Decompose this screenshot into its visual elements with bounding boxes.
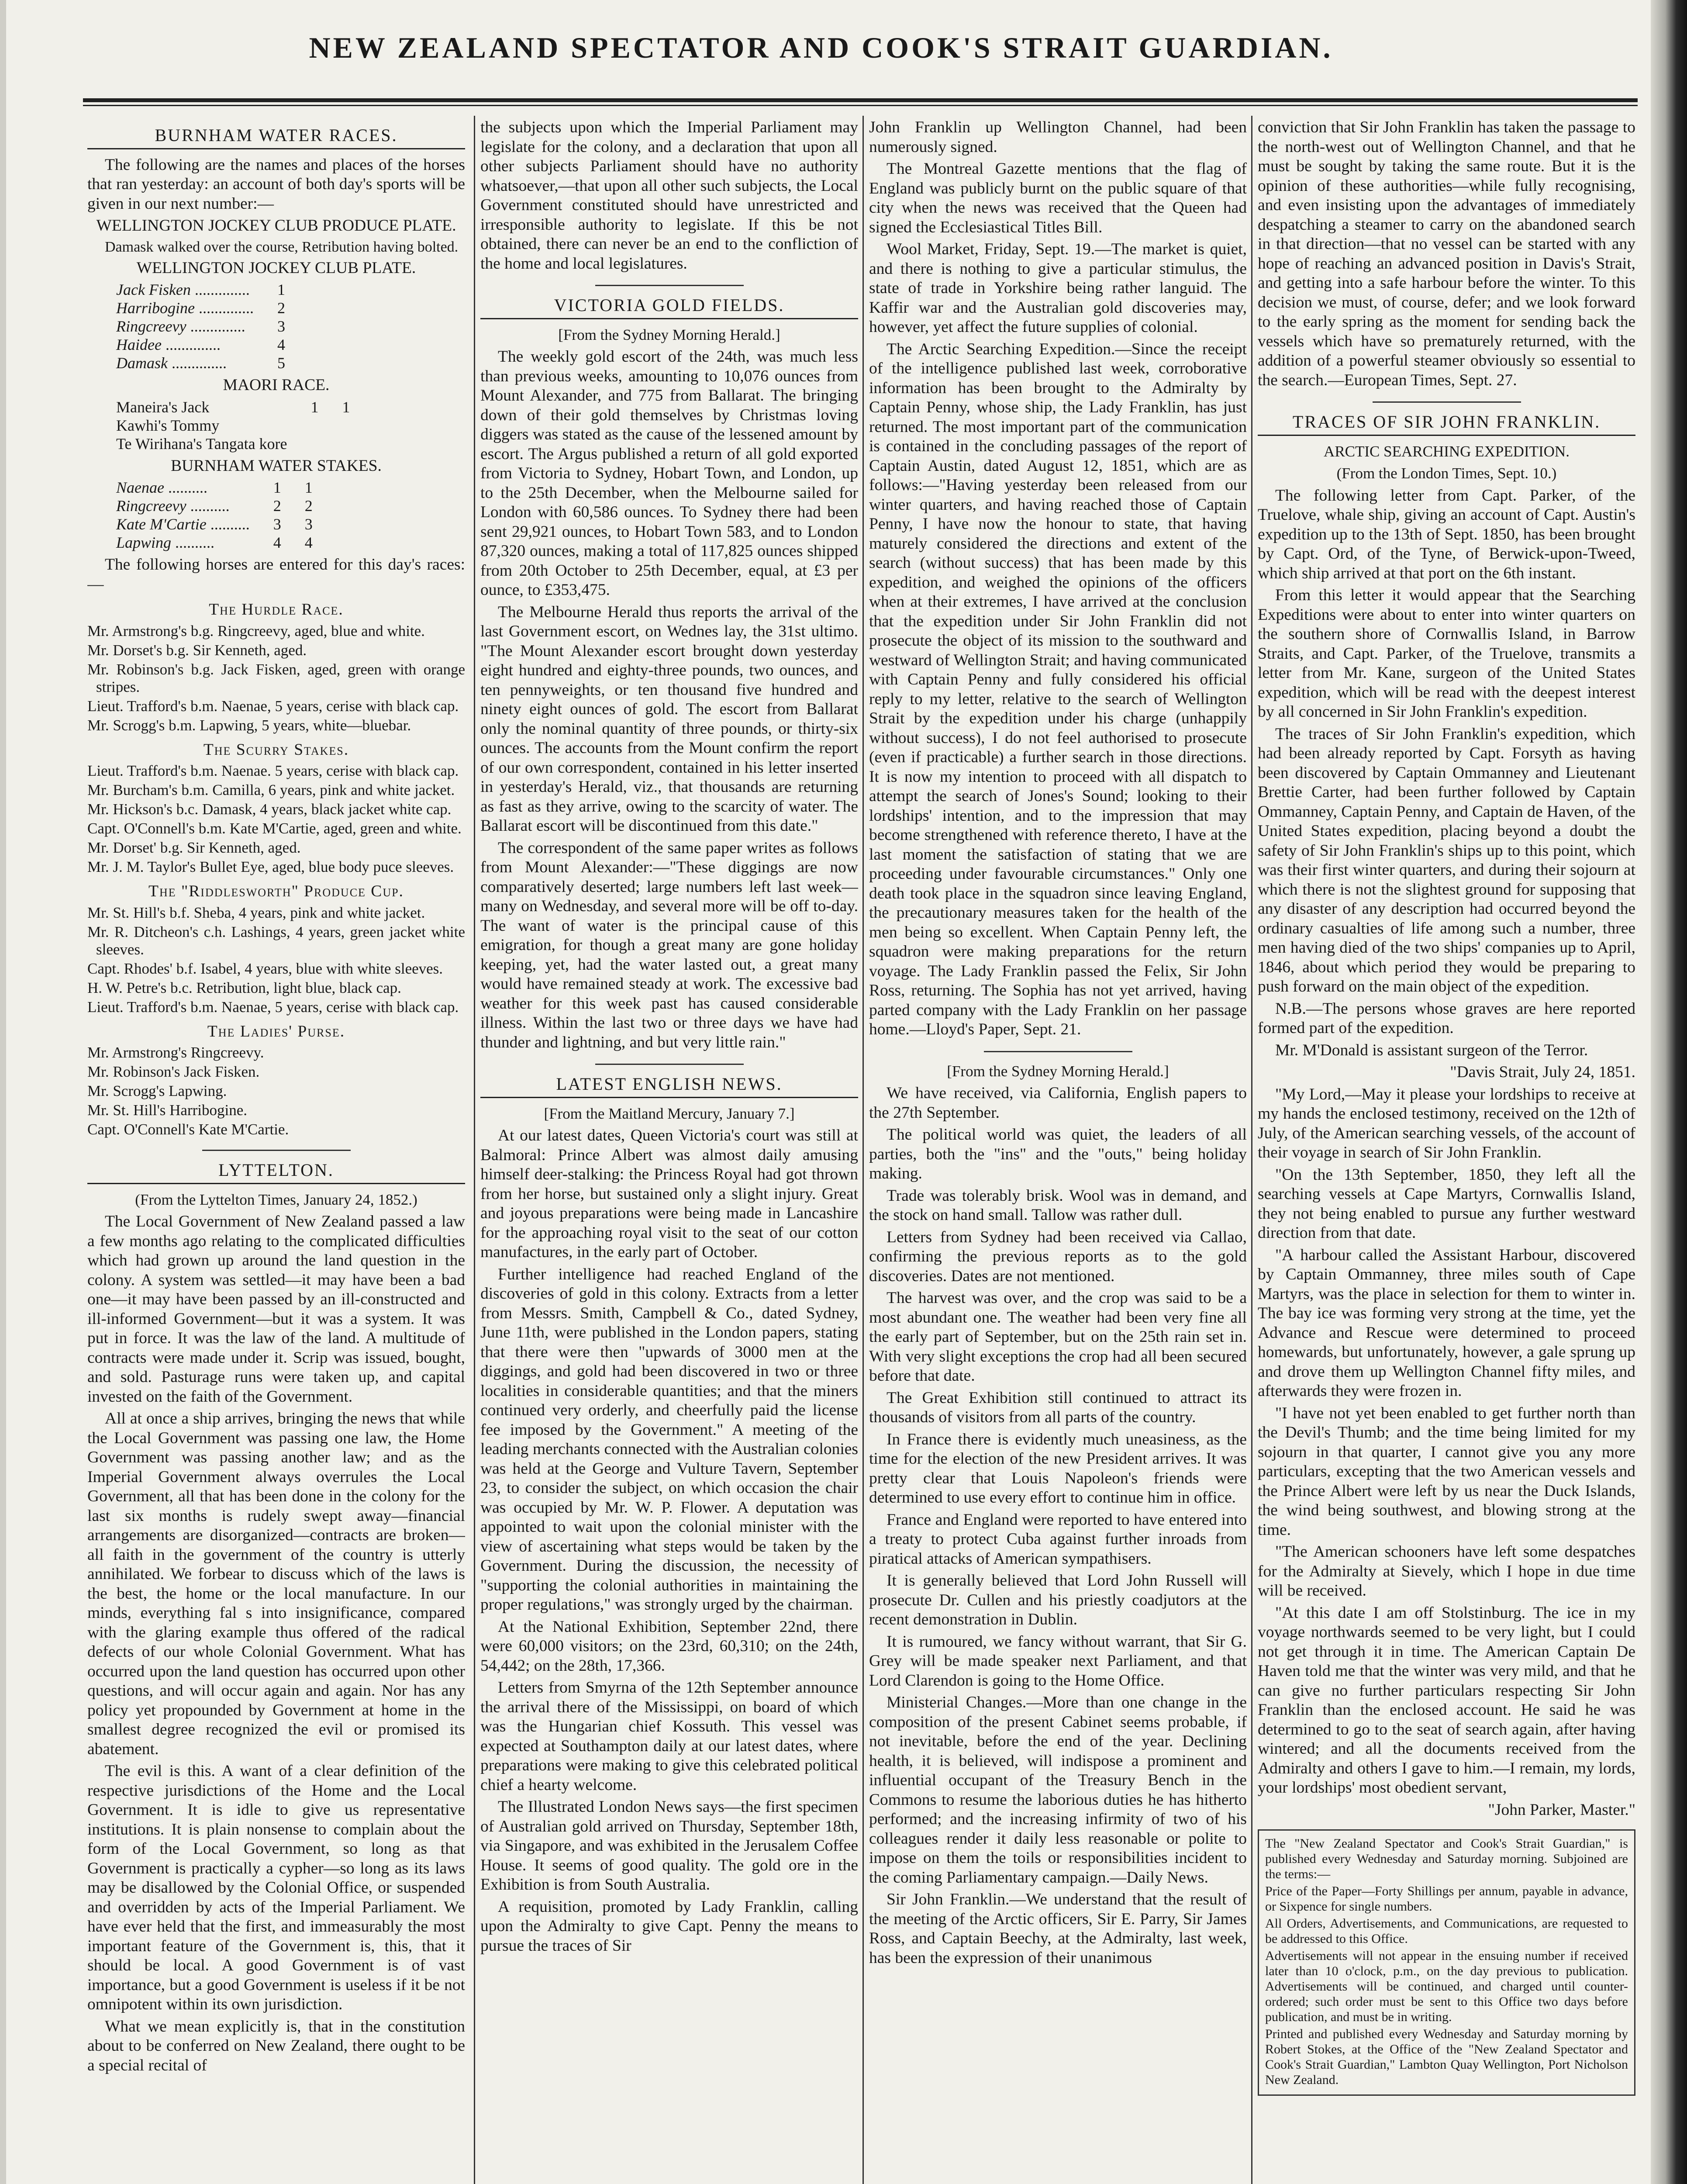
- result-row: Haidee .............. 4: [116, 336, 285, 353]
- result-row: Kawhi's Tommy: [116, 416, 220, 434]
- article-paragraph: Wool Market, Friday, Sept. 19.—The market is quiet, and there is nothing to give a particular stimulus, the state of trade in Yorkshire being rather languid. The Kaffir war and the Australian gold discoveries may, however, yet affect the future supplies of colonial.: [869, 240, 1247, 336]
- lyttelton-heading: LYTTELTON.: [87, 1161, 465, 1184]
- race-entry: Capt. O'Connell's b.m. Kate M'Cartie, aged, green and white.: [87, 820, 462, 837]
- lyttelton-source: (From the Lyttelton Times, January 24, 1852.): [135, 1191, 417, 1208]
- english-news-heading: LATEST ENGLISH NEWS.: [480, 1075, 858, 1098]
- article-paragraph: What we mean explicitly is, that in the constitution about to be conferred on New Zealand, there ought to be a special recital of: [87, 2017, 465, 2074]
- race-entry: Mr. Scrogg's b.m. Lapwing, 5 years, white—bluebar.: [87, 716, 411, 734]
- race-entry: Lieut. Trafford's b.m. Naenae. 5 years, cerise with black cap.: [87, 762, 459, 779]
- column-separator: [862, 116, 864, 2184]
- riddlesworth-title: The "Riddlesworth" Produce Cup.: [148, 882, 404, 900]
- stakes-title: BURNHAM WATER STAKES.: [171, 456, 382, 475]
- section-rule: [595, 285, 744, 286]
- article-paragraph: We have received, via California, English papers to the 27th September.: [869, 1084, 1247, 1122]
- publication-notice: [1258, 1829, 1635, 2096]
- result-row: Naenae .......... 1 1: [116, 479, 313, 496]
- article-paragraph: The weekly gold escort of the 24th, was much less than previous weeks, amounting to 10,076 ounces from Mount Alexander, and 775 from Ballarat. The bringing down of their gold themselves by Christmas loving diggers was stated as the cause of the lessened amount by escort. The Argus published a return of all gold exported from Victoria to Sydney, Hobart Town, and London, up to the 25th December, when the Melbourne sailed for London with 60,586 ounces. To Sydney there had been sent 29,921 ounces, to Hobart Town 583, and to London 87,320 ounces, making a total of 117,825 ounces shipped from 20th October to 25th December, equal, at £3 per ounce, to £353,475.: [480, 348, 858, 599]
- letter-paragraph: "I have not yet been enabled to get further north than the Devil's Thumb; and the time being limited for my sojourn in that quarter, I cannot give you any more particulars, excepting that the two American vessels and the Prince Albert were left by us near the Duck Islands, the wind being southwest, and blowing strong at the time.: [1258, 1404, 1635, 1539]
- club-plate-title: WELLINGTON JOCKEY CLUB PLATE.: [136, 259, 416, 277]
- article-paragraph: From this letter it would appear that the Searching Expeditions were about to enter into winter quarters on the southern shore of Cornwallis Island, in Barrow Straits, and Capt. Parker, of the Truelove, transmits a letter from Mr. Kane, surgeon of the United States expedition, which will be read with the deepest interest by all concerned in Sir John Franklin's expedition.: [1258, 586, 1635, 721]
- race-entry: Capt. O'Connell's Kate M'Cartie.: [87, 1121, 289, 1138]
- maori-race-results: [114, 398, 353, 453]
- column-4: [1258, 118, 1635, 2184]
- article-paragraph: Sir John Franklin.—We understand that the result of the meeting of the Arctic officers, Sir E. Parry, Sir James Ross, and Captain Beechy, at the Admiralty, last week, has been the expression of their unanimous: [869, 1890, 1247, 1967]
- article-paragraph: The Montreal Gazette mentions that the flag of England was publicly burnt on the public square of that city when the news was received that the Queen had signed the Ecclesiastical Titles Bill.: [869, 160, 1247, 236]
- result-row: Ringcreevy .............. 3: [116, 318, 285, 335]
- article-paragraph: At the National Exhibition, September 22nd, there were 60,000 visitors; on the 23rd, 60,310; on the 24th, 54,442; on the 28th, 17,366.: [480, 1617, 858, 1675]
- article-paragraph: The Local Government of New Zealand passed a law a few months ago relating to the complicated difficulties which had grown up around the land question in the colony. A system was settled—it may have been a bad one—it may have been passed by an ill-constructed and ill-informed Government—but it was a system. It was put in force. It was the law of the land. A multitude of contracts were made under it. Scrip was issued, bought, and sold. Pasturage runs were taken up, and capital invested on the faith of the Government.: [87, 1213, 465, 1406]
- scurry-title: The Scurry Stakes.: [203, 740, 349, 759]
- race-entry: Capt. Rhodes' b.f. Isabel, 4 years, blue with white sleeves.: [87, 960, 443, 977]
- article-paragraph: Letters from Sydney had been received via Callao, confirming the previous reports as to the gold discoveries. Dates are not mentioned.: [869, 1228, 1247, 1285]
- article-paragraph: Letters from Smyrna of the 12th September announce the arrival there of the Mississippi, on board of which was the Hungarian chief Kossuth. This vessel was expected at Southampton daily at our latest dates, where preparations were making to give this celebrated political chief a hearty welcome.: [480, 1679, 858, 1794]
- article-paragraph: conviction that Sir John Franklin has taken the passage to the north-west out of Wellington Channel, and that he must be sought by taking the same route. But it is the opinion of these authorities—while fully recognising, and even insisting upon the advantages of immediately despatching a steamer to carry on the abandoned search in that direction—that no vessel can be started with any hope of reaching an advanced position in Davis's Strait, and getting into a safe harbour before the winter. To this decision we must, of course, defer; and we look forward to the early spring as the moment for sending back the vessels which have so prematurely returned, with the addition of a powerful steamer obviously so essential to the search.—European Times, Sept. 27.: [1258, 118, 1635, 389]
- race-entry: Mr. St. Hill's Harribogine.: [87, 1102, 248, 1119]
- races-heading: BURNHAM WATER RACES.: [87, 126, 465, 149]
- maori-race-title: MAORI RACE.: [223, 376, 330, 394]
- masthead-rule: [83, 98, 1638, 102]
- race-entry: Lieut. Trafford's b.m. Naenae, 5 years, cerise with black cap.: [87, 998, 459, 1016]
- letter-paragraph: "My Lord,—May it please your lordships to receive at my hands the enclosed testimony, received on the 12th of July, of the American searching vessels, of the account of their voyage in search of Sir John Franklin.: [1258, 1085, 1635, 1161]
- article-paragraph: The Melbourne Herald thus reports the arrival of the last Government escort, on Wednes lay, the 31st ultimo. "The Mount Alexander escort brought down yesterday eight hundred and eighty-three pounds, two ounces, and ten pennyweights, or ten thousand five hundred and ninety eight ounces of gold. The escort from Ballarat only the nominal quantity of three pounds, or thirty-six ounces. The accounts from the Mount confirm the report of our own correspondent, contained in his letter inserted in yesterday's Herald, viz., that thousands are returning as fast as they arrive, owing to the scarcity of water. The Ballarat escort will be discontinued from this date.": [480, 603, 858, 835]
- article-paragraph: John Franklin up Wellington Channel, had been numerously signed.: [869, 118, 1247, 156]
- result-row: Ringcreevy .......... 2 2: [116, 497, 313, 515]
- result-row: Damask .............. 5: [116, 354, 285, 372]
- column-separator: [474, 116, 475, 2184]
- herald-source: [From the Sydney Morning Herald.]: [947, 1062, 1169, 1080]
- letter-dateline: "Davis Strait, July 24, 1851.: [1450, 1063, 1635, 1081]
- letter-paragraph: "On the 13th September, 1850, they left all the searching vessels at Cape Martyrs, Cornwallis Island, they not being enabled to pursue any further westward direction from that date.: [1258, 1165, 1635, 1242]
- section-rule: [1373, 401, 1521, 403]
- franklin-heading: TRACES OF SIR JOHN FRANKLIN.: [1258, 412, 1635, 436]
- article-paragraph: The Great Exhibition still continued to attract its thousands of visitors from all parts of the country.: [869, 1389, 1247, 1426]
- article-paragraph: France and England were reported to have entered into a treaty to protect Cuba against further inroads from piratical attacks of American sympathisers.: [869, 1510, 1247, 1568]
- franklin-subheading: ARCTIC SEARCHING EXPEDITION.: [1324, 442, 1570, 460]
- notice-line: Advertisements will not appear in the ensuing number if received later than 10 o'clock, p.m., on the day previous to publication. Advertisements will be continued, and charged until counter-ordered; such order must be sent to this Office two days before publication, and must be in writing.: [1265, 1949, 1628, 2024]
- article-paragraph: The harvest was over, and the crop was said to be a most abundant one. The weather had been very fine all the early part of September, but on the 25th rain set in. With very slight exceptions the crop had all been secured before that date.: [869, 1289, 1247, 1385]
- race-entry: Mr. J. M. Taylor's Bullet Eye, aged, blue body puce sleeves.: [87, 858, 454, 875]
- article-paragraph: The Arctic Searching Expedition.—Since the receipt of the intelligence published last week, corroborative information has been brought to the Admiralty by Captain Penny, whose ship, the Lady Franklin, has just returned. The most important part of the communication is contained in the concluding passages of the report of Captain Austin, dated August 12, 1851, which are as follows:—"Having yesterday been released from our winter quarters, and having reached those of Captain Penny, I have now the honour to state, that having maturely considered the directions and extent of the search (without success) that has been made by this expedition, and weighed the opinions of the officers when at their extremes, I have arrived at the conclusion that the expedition under Sir John Franklin did not prosecute the object of its mission to the southward and westward of Wellington Strait; and having communicated with Captain Penny and fully considered his official reply to my letter, relative to the search of Wellington Strait by the expedition under his charge (unhappily without success), I do not feel authorised to prosecute (even if practicable) a further search in those directions. It is now my intention to proceed with all dispatch to attempt the search of Jones's Sound; looking to their lordships' intention, and to the impression that may become strengthened with reference thereto, I have at the last moment the satisfaction of stating that we are proceeding under favourable circumstances." Only one death took place in the squadron since leaving England, the precautionary measures taken for the health of the men being so excellent. When Captain Penny left, the squadron were making preparations for the return voyage. The Lady Franklin passed the Felix, Sir John Ross, returning. The Sophia has not yet arrived, having parted company with the Lady Franklin on her passage home.—Lloyd's Paper, Sept. 21.: [869, 340, 1247, 1038]
- race-entry: Mr. Armstrong's b.g. Ringcreevy, aged, blue and white.: [87, 622, 425, 639]
- race-entry: Mr. Burcham's b.m. Camilla, 6 years, pink and white jacket.: [87, 781, 455, 798]
- article-paragraph: The following letter from Capt. Parker, of the Truelove, whale ship, giving an account of Capt. Austin's expedition up to the 13th of Sept. 1850, has been brought by Capt. Ord, of the Tyne, of Berwick-upon-Tweed, which ship arrived at that port on the 6th instant.: [1258, 486, 1635, 582]
- article-paragraph: It is rumoured, we fancy without warrant, that Sir G. Grey will be made speaker next Parliament, and that Lord Clarendon is going to the Home Office.: [869, 1632, 1247, 1690]
- race-entry: Mr. Robinson's b.g. Jack Fisken, aged, green with orange stripes.: [87, 660, 465, 695]
- notice-line: Printed and published every Wednesday and Saturday morning by Robert Stokes, at the Office of the "New Zealand Spectator and Cook's Strait Guardian," Lambton Quay Wellington, Port Nicholson New Zealand.: [1265, 2027, 1628, 2087]
- produce-plate-title: WELLINGTON JOCKEY CLUB PRODUCE PLATE.: [96, 217, 456, 235]
- article-paragraph: N.B.—The persons whose graves are here reported formed part of the expedition.: [1258, 999, 1635, 1037]
- race-entry: Mr. St. Hill's b.f. Sheba, 4 years, pink and white jacket.: [87, 904, 425, 921]
- column-1: [87, 118, 465, 2184]
- stakes-results: [114, 478, 315, 552]
- produce-plate-note: Damask walked over the course, Retribution having bolted.: [105, 238, 459, 255]
- article-paragraph: The evil is this. A want of a clear definition of the respective jurisdictions of the Home and the Local Government. It is idle to give us representative institutions. It is plain nonsense to complain about the form of the Local Government, so long as that Government is practically a cypher—so long as its laws may be disallowed by the Colonial Office, or suspended and overridden by acts of the Imperial Parliament. We have ever held that the first, and immeasurably the most important feature of the Government is, this, that it should be local. A good Government is of vast importance, but a good Government is useless if it be not omnipotent within its own jurisdiction.: [87, 1762, 465, 2013]
- result-row: Te Wirihana's Tangata kore: [116, 435, 287, 453]
- ladies-purse-title: The Ladies' Purse.: [207, 1022, 345, 1040]
- article-paragraph: Trade was tolerably brisk. Wool was in demand, and the stock on hand small. Tallow was rather dull.: [869, 1186, 1247, 1224]
- letter-paragraph: "The American schooners have left some despatches for the Admiralty at Sievely, which I hope in due time will be received.: [1258, 1543, 1635, 1600]
- races-intro: The following are the names and places of the horses that ran yesterday: an account of both day's sports will be given in our next number:—: [87, 156, 465, 213]
- section-rule: [202, 1150, 351, 1151]
- result-row: Lapwing .......... 4 4: [116, 534, 313, 551]
- column-separator: [1251, 116, 1252, 2184]
- club-plate-results: [114, 280, 288, 372]
- masthead-rule-thin: [83, 105, 1638, 106]
- race-entry: Mr. Armstrong's Ringcreevy.: [87, 1044, 264, 1061]
- race-entry: H. W. Petre's b.c. Retribution, light blue, black cap.: [87, 979, 401, 996]
- race-entry: Mr. Scrogg's Lapwing.: [87, 1082, 227, 1099]
- letter-paragraph: "At this date I am off Stolstinburg. The ice in my voyage northwards seemed to be very light, but I could not get through it in time. The American Captain De Haven told me that the winter was very mild, and that he can give no further particulars respecting Sir John Franklin than the enclosed account. He said he was determined to go to the seat of search again, after having wintered; and all the documents received from the Admiralty and others I gave to him.—I remain, my lords, your lordships' most obedient servant,: [1258, 1603, 1635, 1797]
- column-2: [480, 118, 858, 2184]
- article-paragraph: In France there is evidently much uneasiness, as the time for the election of the new President arrives. It was pretty clear that Louis Napoleon's friends were determined to use every effort to continue him in office.: [869, 1430, 1247, 1507]
- letter-signature: "John Parker, Master.": [1488, 1800, 1635, 1819]
- letter-paragraph: "A harbour called the Assistant Harbour, discovered by Captain Ommanney, three miles south of Cape Martyrs, was the place in selection for them to winter in. The bay ice was forming very strong at the time, yet the Advance and Rescue were determined to proceed homewards, but unfortunately, however, a gale sprung up and drove them up Wellington Channel fifty miles, and afterwards they were frozen in.: [1258, 1246, 1635, 1400]
- race-entry: Lieut. Trafford's b.m. Naenae, 5 years, cerise with black cap.: [87, 697, 459, 715]
- article-paragraph: The political world was quiet, the leaders of all parties, both the "ins" and the "outs," being holiday making.: [869, 1126, 1247, 1182]
- race-entry: Mr. Robinson's Jack Fisken.: [87, 1063, 260, 1080]
- gold-fields-heading: VICTORIA GOLD FIELDS.: [480, 296, 858, 319]
- article-paragraph: The Illustrated London News says—the first specimen of Australian gold arrived on Thursday, September 18th, via Singapore, and was exhibited in the Jerusalem Coffee House. It seems of good quality. The gold ore in the Exhibition is from South Australia.: [480, 1798, 858, 1894]
- page-right-edge: [1651, 0, 1687, 2184]
- article-paragraph: Ministerial Changes.—More than one change in the composition of the present Cabinet seems probable, if not inevitable, before the end of the year. Declining health, it is believed, will indispose a prominent and influential occupant of the Treasury Bench in the Commons to resume the laborious duties he has hitherto performed; and the increasing infirmity of two of his colleagues render it daily less reasonable or polite to impose on them the toils or responsibilities incident to the coming Parliamentary campaign.—Daily News.: [869, 1693, 1247, 1887]
- article-paragraph: A requisition, promoted by Lady Franklin, calling upon the Admiralty to give Capt. Penny the means to pursue the traces of Sir: [480, 1897, 858, 1955]
- page-left-edge: [0, 0, 6, 2184]
- masthead: NEW ZEALAND SPECTATOR AND COOK'S STRAIT GUARDIAN.: [309, 31, 1333, 64]
- race-entry: Mr. Hickson's b.c. Damask, 4 years, black jacket white cap.: [87, 801, 452, 818]
- race-entry: Mr. R. Ditcheon's c.h. Lashings, 4 years, green jacket white sleeves.: [87, 923, 465, 958]
- gold-fields-source: [From the Sydney Morning Herald.]: [558, 326, 780, 343]
- notice-line: Price of the Paper—Forty Shillings per annum, payable in advance, or Sixpence for single numbers.: [1265, 1884, 1628, 1914]
- race-entry: Mr. Dorset' b.g. Sir Kenneth, aged.: [87, 839, 301, 856]
- english-news-source: [From the Maitland Mercury, January 7.]: [544, 1105, 795, 1122]
- article-paragraph: Further intelligence had reached England of the discoveries of gold in this colony. Extracts from a letter from Messrs. Smith, Campbell & Co., dated Sydney, June 11th, were published in the London papers, stating that there were then "upwards of 3000 men at the diggings, and gold had been discovered in two or three localities in considerable quantities; and that the miners continued very orderly, and cheerfully paid the license fee imposed by the Government." A meeting of the leading merchants connected with the Australian colonies was held at the George and Vulture Tavern, September 23, to consider the subject, on which occasion the chair was occupied by Mr. W. P. Flower. A deputation was appointed to wait upon the colonial minister with the view of ascertaining what steps would be taken by the Government. During the discussion, the necessity of "supporting the colonial authorities in maintaining the proper regulations," was strongly urged by the chairman.: [480, 1265, 858, 1614]
- entered-intro: The following horses are entered for this day's races:—: [87, 556, 465, 593]
- race-entry: Mr. Dorset's b.g. Sir Kenneth, aged.: [87, 641, 307, 659]
- hurdle-title: The Hurdle Race.: [209, 601, 344, 619]
- column-3: [869, 118, 1247, 2184]
- result-row: Maneira's Jack 1 1: [116, 398, 350, 416]
- section-rule: [595, 1064, 744, 1065]
- article-paragraph: The correspondent of the same paper writes as follows from Mount Alexander:—"These diggings are now comparatively deserted; large numbers left last week—many on Wednesday, and several more will be off to-day. The want of water is the principal cause of this emigration, for though a great many are gone holiday keeping, yet, had the water lasted out, a great many would have remained steady at work. The excessive bad weather for this week past has caused considerable illness. Within the last two or three days we have had thunder and lightning, and but very little rain.": [480, 839, 858, 1051]
- article-paragraph: Mr. M'Donald is assistant surgeon of the Terror.: [1275, 1041, 1588, 1059]
- section-rule: [984, 1051, 1132, 1052]
- article-paragraph: The traces of Sir John Franklin's expedition, which had been already reported by Capt. Forsyth as having been discovered by Captain Ommanney and Lieutenant Brettie Carter, had been further followed by Captain Ommanney, Captain Penny, and Captain de Haven, of the United States expedition, placing beyond a doubt the safety of Sir John Franklin's ships up to this point, which was their first winter quarters, and during their sojourn at which there is not the slightest ground for supposing that any disaster of any description had occurred beyond the ordinary casualties of life among such a number, three men having died of the two ships' companies up to April, 1846, about which period they would be preparing to push forward on the main object of the expedition.: [1258, 725, 1635, 995]
- article-paragraph: At our latest dates, Queen Victoria's court was still at Balmoral: Prince Albert was almost daily amusing himself deer-stalking: the Princess Royal had got thrown from her horse, but sustained only a slight injury. Great and joyous preparations were being made in Lancashire for the approaching royal visit to the seat of our cotton manufactures, in the early part of October.: [480, 1127, 858, 1261]
- article-paragraph: It is generally believed that Lord John Russell will prosecute Dr. Cullen and his priestly coadjutors at the recent demonstration in Dublin.: [869, 1572, 1247, 1628]
- franklin-source: (From the London Times, Sept. 10.): [1336, 465, 1557, 482]
- result-row: Jack Fisken .............. 1: [116, 281, 285, 298]
- notice-line: The "New Zealand Spectator and Cook's Strait Guardian," is published every Wednesday and Saturday morning. Subjoined are the terms:—: [1265, 1836, 1628, 1881]
- notice-line: All Orders, Advertisements, and Communications, are requested to be addressed to this Office.: [1265, 1916, 1628, 1946]
- result-row: Harribogine .............. 2: [116, 299, 285, 317]
- article-paragraph: All at once a ship arrives, bringing the news that while the Local Government was passing one law, the Home Government was passing another law; and as the Imperial Government always overrules the Local Government, all that has been done in the colony for the last six months is rudely swept away—financial arrangements are disorganized—contracts are broken—all faith in the government of the country is utterly annihilated. We forbear to discuss which of the laws is the best, the home or the local manufacture. In our minds, everything fal s into insignificance, compared with the glaring example thus offered of the radical defects of our whole Colonial Government. What has occurred upon the land question has occurred upon other questions, and will occur again and again. Nor has any policy yet propounded by Government at home in the smallest degree recognized the evil or promised its abatement.: [87, 1410, 465, 1758]
- result-row: Kate M'Cartie .......... 3 3: [116, 515, 313, 533]
- article-paragraph: the subjects upon which the Imperial Parliament may legislate for the colony, and a declaration that upon all other subjects Parliament should have no authority whatsoever,—that upon all other such subjects, the Local Government constituted should have unrestricted and irresponsible authority to legislate. If this be not obtained, there can never be an end to the confliction of the home and local legislatures.: [480, 118, 858, 273]
